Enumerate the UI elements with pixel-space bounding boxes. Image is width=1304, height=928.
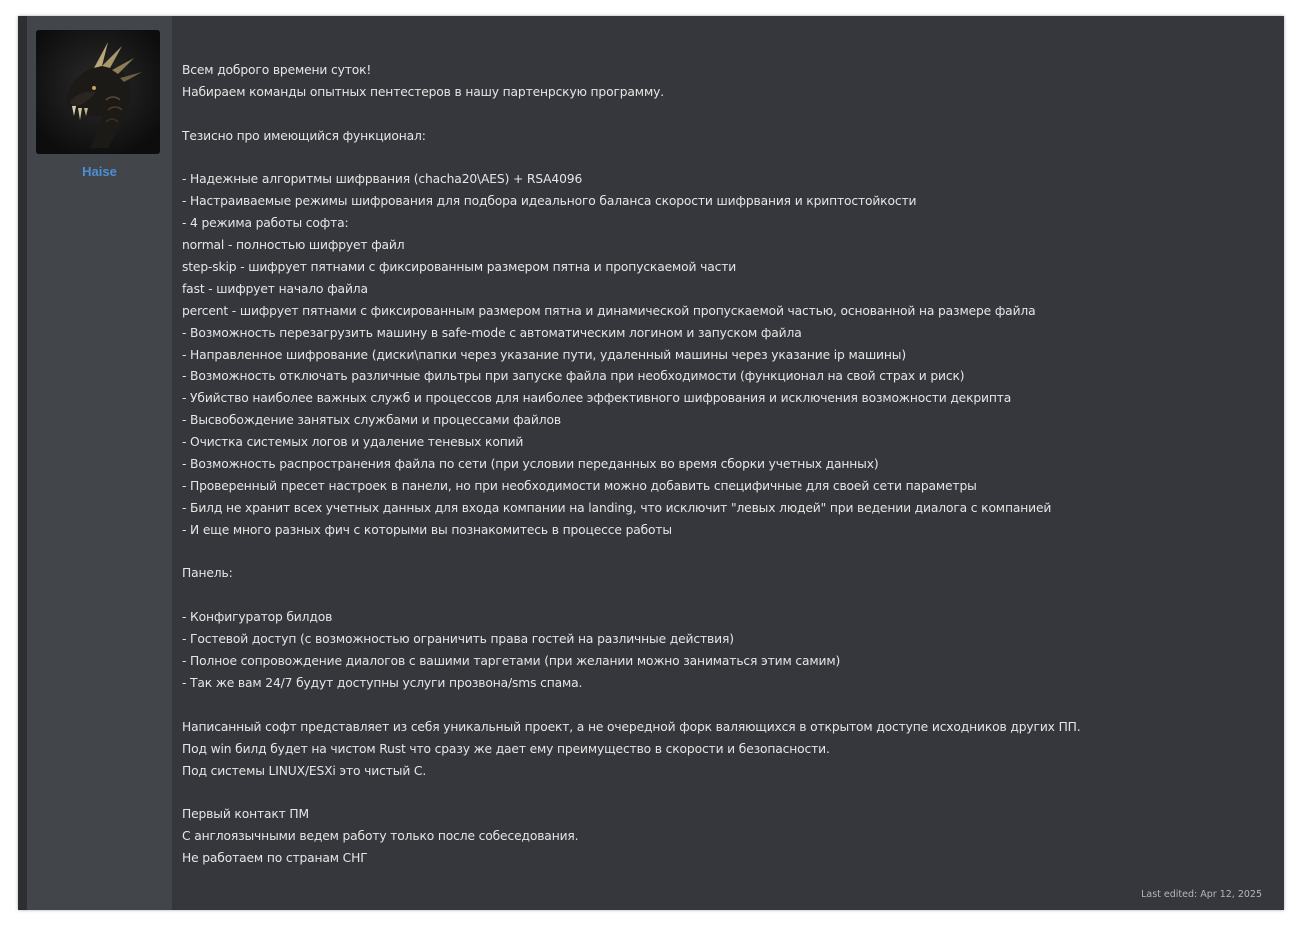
post-content (172, 16, 1284, 910)
feature-item: - Проверенный пресет настроек в панели, но при необходимости можно добавить специфичные для своей сети параметры (182, 478, 977, 493)
last-edited-timestamp: Last edited: Apr 12, 2025 (1141, 889, 1262, 900)
panel-item: - Полное сопровождение диалогов с вашими таргетами (при желании можно заниматься этим самим) (182, 654, 841, 669)
feature-item: - Направленное шифрование (диски\папки через указание пути, удаленный машины через указание ip машины) (182, 347, 906, 362)
feature-item: normal - полностью шифрует файл (182, 238, 405, 253)
feature-item: - Возможность отключать различные фильтры при запуске файла при необходимости (функционал на свой страх и риск) (182, 369, 965, 384)
contact-line: Не работаем по странам СНГ (182, 851, 368, 866)
contact-line: С англоязычными ведем работу только после собеседования. (182, 829, 579, 844)
feature-item: - Надежные алгоритмы шифрвания (chacha20\AES) + RSA4096 (182, 172, 583, 187)
feature-item: - Убийство наиболее важных служб и процессов для наиболее эффективного шифрования и исключения возможности декрипта (182, 391, 1012, 406)
spacer (182, 104, 1272, 126)
feature-item: - Билд не хранит всех учетных данных для входа компании на landing, что исключит "левых людей" при ведении диалога с компанией (182, 500, 1052, 515)
feature-item: - 4 режима работы софта: (182, 216, 349, 231)
feature-item: - Высвобождение занятых службами и процессами файлов (182, 413, 561, 428)
contact-line: Первый контакт ПМ (182, 807, 309, 822)
feature-item: step-skip - шифрует пятнами с фиксированным размером пятна и пропускаемой части (182, 260, 737, 275)
feature-item: - Возможность перезагрузить машину в safe-mode с автоматическим логином и запуском файла (182, 325, 802, 340)
feature-item: - Возможность распространения файла по сети (при условии переданных во время сборки учетных данных) (182, 457, 879, 472)
feature-item: percent - шифрует пятнами с фиксированным размером пятна и динамической пропускаемой частью, основанной на размере файла (182, 303, 1036, 318)
user-avatar[interactable] (36, 30, 160, 154)
panel-heading: Панель: (182, 566, 233, 581)
feature-item: fast - шифрует начало файла (182, 281, 368, 296)
post-body (182, 60, 1272, 870)
spacer (182, 585, 1272, 607)
about-line: Написанный софт представляет из себя уникальный проект, а не очередной форк валяющихся в открытом доступе исходников других ПП. (182, 719, 1081, 734)
about-line: Под системы LINUX/ESXi это чистый C. (182, 763, 427, 778)
greeting-line: Всем доброго времени суток! (182, 63, 372, 77)
panel-item: - Так же вам 24/7 будут доступны услуги прозвона/sms спама. (182, 675, 583, 690)
spacer (182, 695, 1272, 717)
forum-post (18, 16, 1284, 910)
feature-item: - И еще много разных фич с которыми вы познакомитесь в процессе работы (182, 522, 672, 537)
feature-item: - Настраиваемые режимы шифрования для подбора идеального баланса скорости шифрвания и криптостойкости (182, 194, 917, 209)
panel-item: - Гостевой доступ (с возможностью ограничить права гостей на различные действия) (182, 632, 734, 647)
user-sidebar (27, 16, 172, 910)
spacer (182, 148, 1272, 170)
feature-item: - Очистка системых логов и удаление теневых копий (182, 435, 524, 450)
greeting-line: Набираем команды опытных пентестеров в нашу партенрскую программу. (182, 84, 664, 99)
spacer (182, 542, 1272, 564)
dragon-avatar-icon (36, 30, 160, 154)
username-link[interactable]: Haise (82, 164, 117, 179)
post-edge-strip (18, 16, 27, 910)
panel-item: - Конфигуратор билдов (182, 610, 333, 625)
features-heading: Тезисно про имеющийся функционал: (182, 128, 426, 143)
spacer (182, 782, 1272, 804)
about-line: Под win билд будет на чистом Rust что сразу же дает ему преимущество в скорости и безопасности. (182, 741, 830, 756)
